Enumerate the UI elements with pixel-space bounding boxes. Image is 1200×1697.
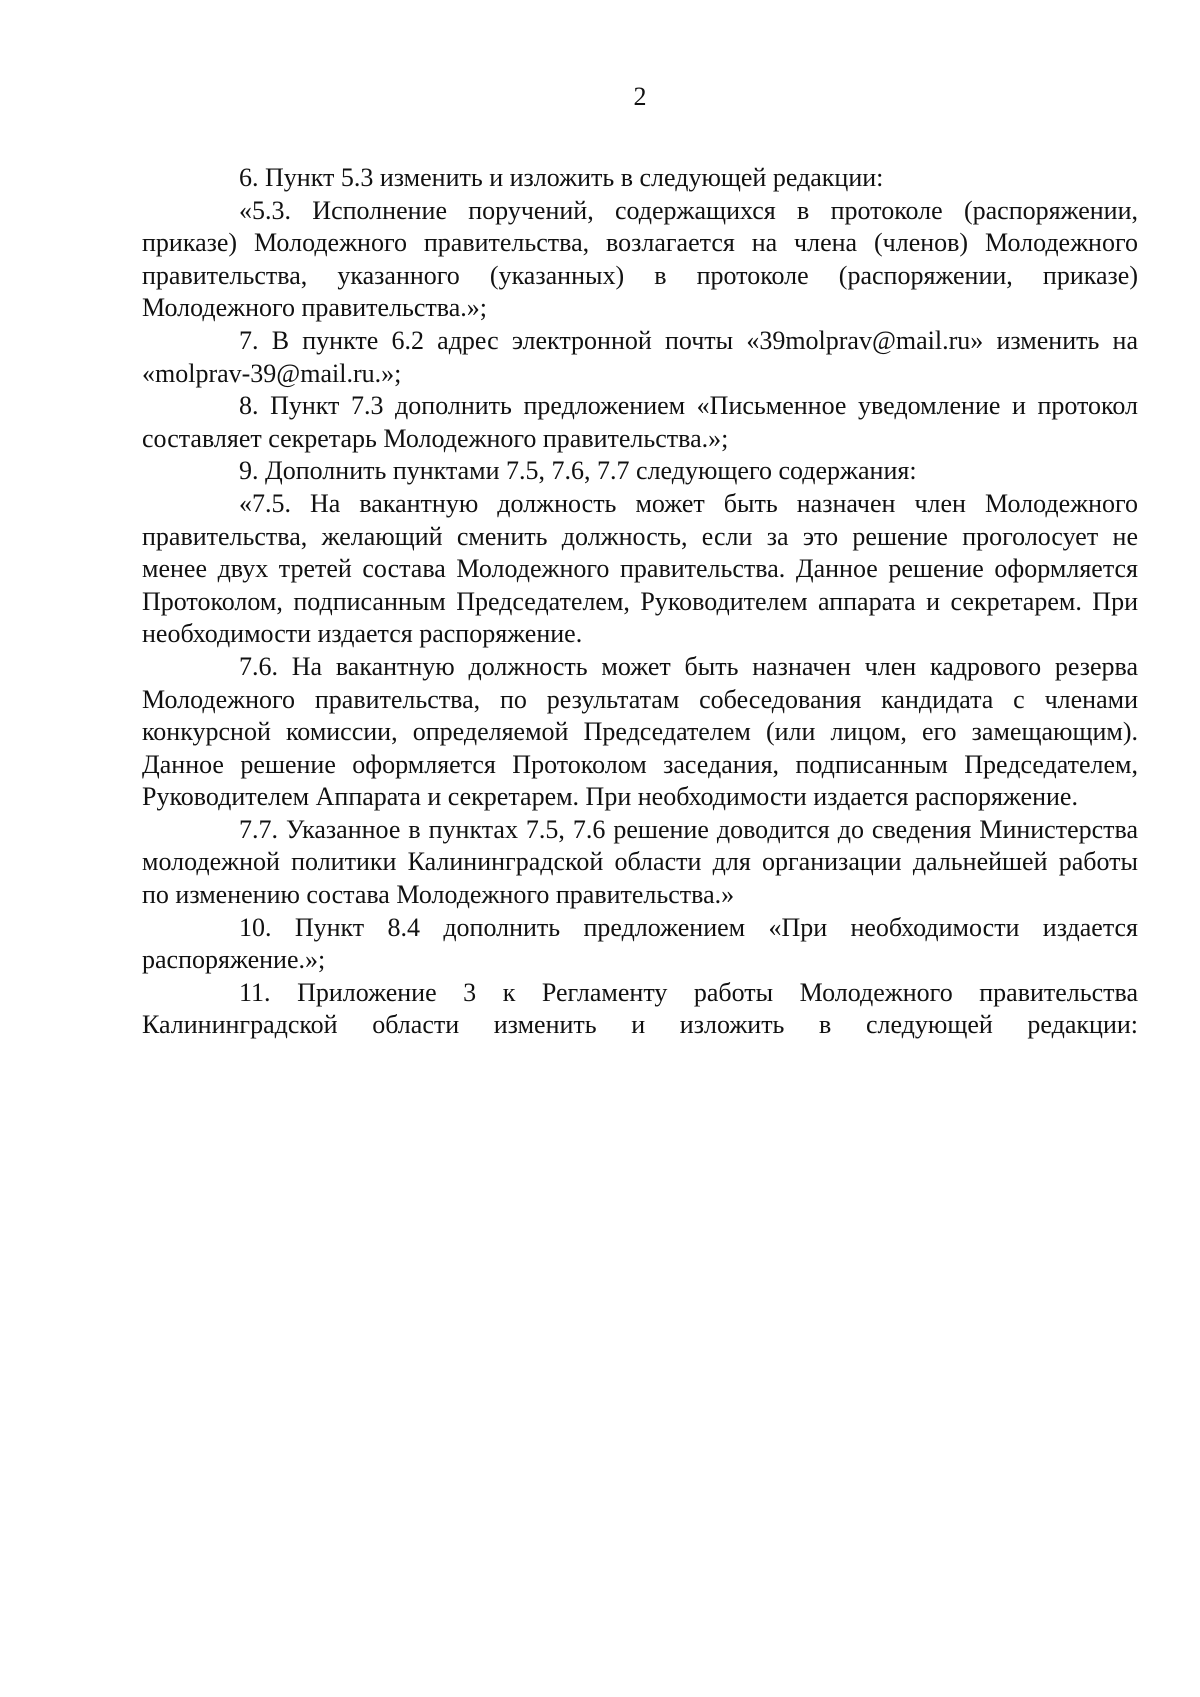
paragraph-quote-7-6: 7.6. На вакантную должность может быть назначен член кадрового резерва Молодежного правительства, по результатам собеседования кандидата с членами конкурсной комиссии, определяемой Председателем (или лицом, его замещающим). Данное решение оформляется Протоколом заседания, подписанным Председателем, Руководителем Аппарата и секретарем. При необходимости издается распоряжение. <box>142 651 1138 812</box>
paragraph-item-11: 11. Приложение 3 к Регламенту работы Молодежного правительства Калининградской области изменить и изложить в следующей редакции: <box>142 977 1138 1040</box>
paragraph-quote-7-5: «7.5. На вакантную должность может быть назначен член Молодежного правительства, желающий сменить должность, если за это решение проголосует не менее двух третей состава Молодежного правительства. Данное решение оформляется Протоколом, подписанным Председателем, Руководителем аппарата и секретарем. При необходимости издается распоряжение. <box>142 488 1138 649</box>
page-number: 2 <box>633 82 647 111</box>
paragraph-item-7: 7. В пункте 6.2 адрес электронной почты «39molprav@mail.ru» изменить на «molprav-39@mail.ru.»; <box>142 325 1138 388</box>
paragraph-item-6: 6. Пункт 5.3 изменить и изложить в следующей редакции: <box>239 163 884 192</box>
paragraph-quote-5-3: «5.3. Исполнение поручений, содержащихся в протоколе (распоряжении, приказе) Молодежного правительства, возлагается на члена (членов) Молодежного правительства, указанного (указанных) в протоколе (распоряжении, приказе) Молодежного правительства.»; <box>142 195 1138 323</box>
paragraph-item-9: 9. Дополнить пунктами 7.5, 7.6, 7.7 следующего содержания: <box>239 456 917 486</box>
paragraph-quote-7-7: 7.7. Указанное в пунктах 7.5, 7.6 решение доводится до сведения Министерства молодежной политики Калининградской области для организации дальнейшей работы по изменению состава Молодежного правительства.» <box>142 814 1138 910</box>
paragraph-item-8: 8. Пункт 7.3 дополнить предложением «Письменное уведомление и протокол составляет секретарь Молодежного правительства.»; <box>142 391 1138 453</box>
document-body <box>142 162 1138 1042</box>
paragraph-item-10: 10. Пункт 8.4 дополнить предложением «При необходимости издается распоряжение.»; <box>142 912 1138 975</box>
